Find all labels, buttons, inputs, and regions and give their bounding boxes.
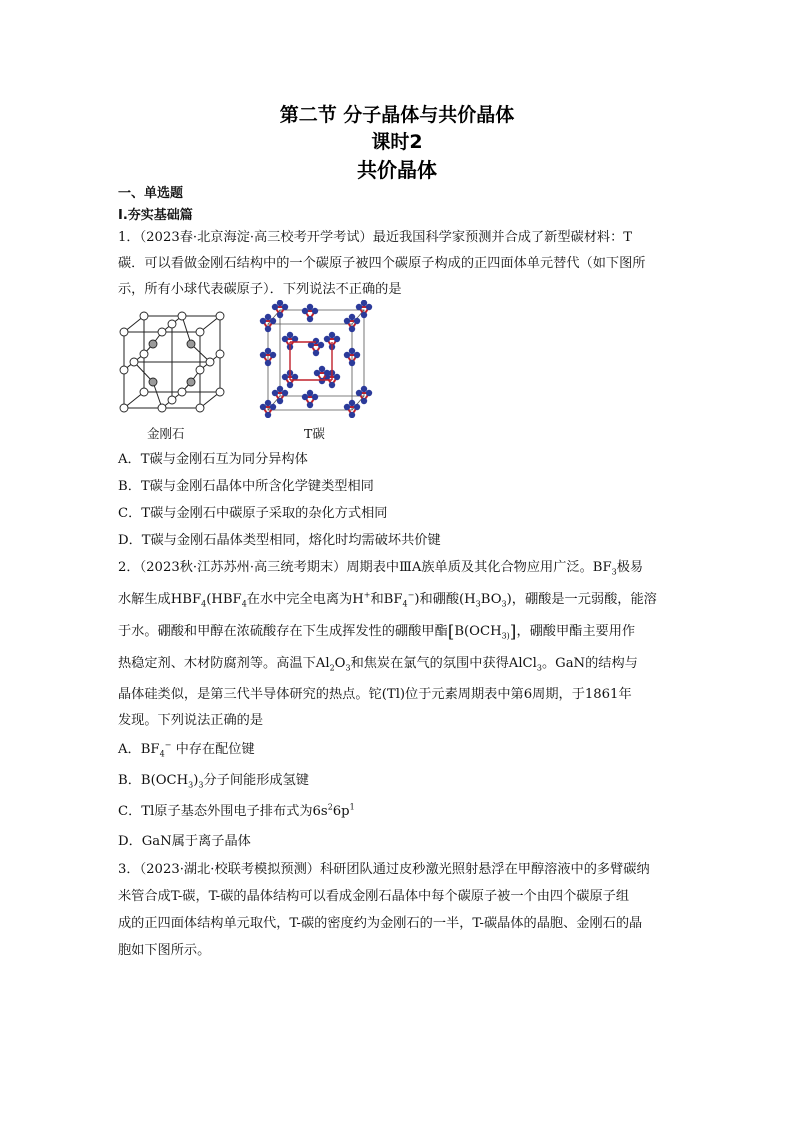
q2-text: )和硼酸(H [414,592,476,607]
q2-text: 2．（2023秋·江苏苏州·高三统考期末）周期表中ⅢA族单质及其化合物应用广泛。BF [118,560,612,575]
subscript: 2 [329,663,335,673]
q2-stem-line-5: 晶体硅类似，是第三代半导体研究的热点。铊(Tl)位于元素周期表中第6周期，于1861年 [118,687,632,702]
q2-text: C．Tl原子基态外围电子排布式为6s [118,804,328,819]
subscript: 3 [345,663,351,673]
q2-text: BO [480,592,502,607]
q2-text: 分子间能形成氢键 [203,773,309,788]
q3-stem-line-1: 3．（2023·湖北·校联考模拟预测）科研团队通过皮秒激光照射悬浮在甲醇溶液中的多臂碳纳 [118,862,650,877]
q1-option-d: D．T碳与金刚石晶体类型相同，熔化时均需破坏共价键 [118,533,441,548]
superscript: + [363,590,371,600]
q2-stem-line-6: 发现。下列说法正确的是 [118,713,264,728]
q2-text: 和BF [370,592,403,607]
q2-option-a [118,738,678,759]
subscript: 4 [201,599,207,609]
superscript: − [164,740,172,750]
paren: ) [193,773,199,788]
subscript: 3) [501,631,510,641]
q1-stem-line-2: 碳．可以看做金刚石结构中的一个碳原子被四个碳原子构成的正四面体单元替代（如下图所 [118,256,646,271]
subscript: 4 [159,749,165,759]
q2-option-c [118,800,678,819]
subscript: 4 [402,599,408,609]
q2-text: O [334,656,346,671]
question-type-heading: 一、单选题 [118,186,184,201]
q2-option-b [118,769,678,790]
subscript: 3 [198,780,204,790]
q2-text: 水解生成HBF [118,592,202,607]
q2-text: 极易 [616,560,644,575]
t-carbon-structure-diagram [254,300,376,418]
q2-option-d: D．GaN属于离子晶体 [118,834,251,849]
q2-text: A．BF [118,742,160,757]
q2-text: 热稳定剂、木材防腐剂等。高温下Al [118,656,330,671]
q2-text: 在水中完全电离为H [246,592,364,607]
q2-text: B(OCH [454,624,502,639]
q2-stem-line-1 [118,556,678,577]
q2-text: B．B(OCH [118,773,189,788]
q2-text: 6p [332,804,350,819]
q2-text: 和焦炭在氯气的氛围中获得AlCl [350,656,537,671]
t-carbon-caption: T碳 [304,426,325,441]
subscript: 4 [241,599,247,609]
diamond-caption: 金刚石 [147,426,185,441]
q1-stem-line-3: 示，所有小球代表碳原子）．下列说法不正确的是 [118,282,402,297]
topic-title: 共价晶体 [357,158,437,182]
subscript: 3 [188,780,194,790]
section-title: 第二节 分子晶体与共价晶体 [279,104,515,126]
q2-text: (HBF [206,592,242,607]
q2-text: 于水。硼酸和甲醇在浓硫酸存在下生成挥发性的硼酸甲酯 [118,624,448,639]
subscript: 3 [475,599,481,609]
subscript: 3 [536,663,542,673]
diamond-unit-cell-diagram [118,310,230,414]
subscript: 3 [501,599,507,609]
difficulty-heading: Ⅰ.夯实基础篇 [118,208,193,223]
q2-text: ，硼酸甲酯主要用作 [516,624,636,639]
q2-stem-line-3: 于水。硼酸和甲醇在浓硫酸存在下生成挥发性的硼酸甲酯[$B(OCH_{3)}]$，硼酸甲酯主要用作 [118,622,636,642]
q2-text: 中存在配位键 [175,742,255,757]
superscript: 2 [327,802,333,812]
q1-stem-line-1: 1．（2023春·北京海淀·高三校考开学考试）最近我国科学家预测并合成了新型碳材料：T [118,230,633,245]
q1-option-b: B．T碳与金刚石晶体中所含化学键类型相同 [118,479,374,494]
lesson-number: 课时2 [371,131,423,153]
superscript: 1 [349,802,355,812]
q2-text: )，硼酸是一元弱酸，能溶 [506,592,657,607]
q2-text: 。GaN的结构与 [541,656,638,671]
q2-stem-line-4 [118,652,678,673]
superscript: − [407,590,415,600]
q3-stem-line-3: 成的正四面体结构单元取代，T-碳的密度约为金刚石的一半，T-碳晶体的晶胞、金刚石的晶 [118,916,643,931]
q3-stem-line-2: 米管合成T-碳，T-碳的晶体结构可以看成金刚石晶体中每个碳原子被一个由四个碳原子组 [118,889,630,904]
q1-option-a: A．T碳与金刚石互为同分异构体 [118,452,308,467]
q1-option-c: C．T碳与金刚石中碳原子采取的杂化方式相同 [118,506,388,521]
subscript: 3 [611,567,617,577]
q3-stem-line-4: 胞如下图所示。 [118,943,211,958]
q2-stem-line-2 [118,588,678,609]
